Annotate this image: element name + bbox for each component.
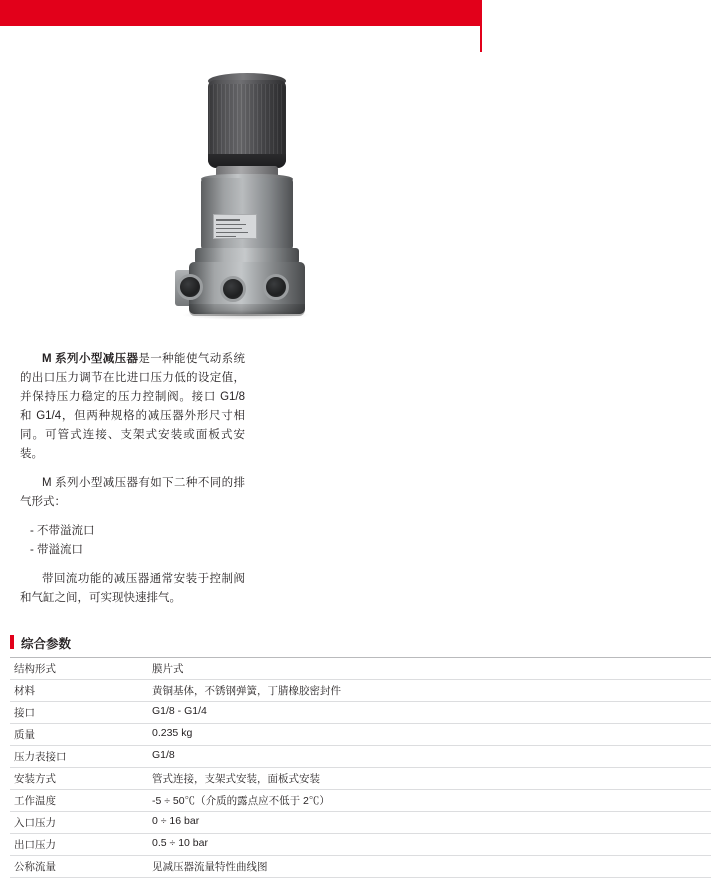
specification-table [10, 658, 711, 878]
table-row [10, 812, 711, 834]
spec-key: 公称流量 [10, 856, 148, 878]
description-block [20, 350, 245, 618]
spec-value: 黄铜基体，不锈钢弹簧，丁腈橡胶密封件 [148, 680, 711, 702]
table-row [10, 702, 711, 724]
spec-key: 压力表接口 [10, 746, 148, 768]
spec-key: 质量 [10, 724, 148, 746]
port-center [220, 276, 246, 302]
spec-key: 出口压力 [10, 834, 148, 856]
spec-key: 入口压力 [10, 812, 148, 834]
spec-value: 管式连接，支架式安装，面板式安装 [148, 768, 711, 790]
regulator-illustration [175, 62, 320, 322]
table-row [10, 834, 711, 856]
description-paragraph-3: 带回流功能的减压器通常安装于控制阀和气缸之间，可实现快速排气。 [20, 573, 245, 604]
spec-value: G1/8 - G1/4 [148, 702, 711, 724]
port-right [263, 274, 289, 300]
spec-value: 见减压器流量特性曲线图 [148, 856, 711, 878]
table-row [10, 768, 711, 790]
section-header [10, 634, 711, 656]
table-row [10, 746, 711, 768]
knob-ribs [209, 84, 285, 162]
spec-value: G1/8 [148, 746, 711, 768]
spec-key: 安装方式 [10, 768, 148, 790]
list-item: - 带溢流口 [30, 544, 84, 556]
description-lead: M 系列小型减压器 [42, 353, 139, 365]
table-row [10, 856, 711, 878]
spec-value: -5 ÷ 50℃（介质的露点应不低于 2℃） [148, 790, 711, 812]
description-paragraph-2: M 系列小型减压器有如下二种不同的排气形式： [20, 477, 245, 508]
section-title: 综合参数 [21, 637, 72, 651]
spec-value: 0.5 ÷ 10 bar [148, 834, 711, 856]
product-label-plate [213, 214, 257, 239]
spec-key: 工作温度 [10, 790, 148, 812]
spec-value: 0 ÷ 16 bar [148, 812, 711, 834]
table-row [10, 658, 711, 680]
top-red-banner [0, 0, 480, 26]
ground-shadow [181, 310, 311, 320]
spec-key: 接口 [10, 702, 148, 724]
spec-value: 0.235 kg [148, 724, 711, 746]
table-row [10, 790, 711, 812]
description-paragraph-1-rest: 是一种能使气动系统的出口压力调节在比进口压力低的设定值，并保持压力稳定的压力控制阀。接口 G1/8 和 G1/4，但两种规格的减压器外形尺寸相同。可管式连接、支架式安装或面板式安装。 [20, 353, 245, 460]
spec-key: 材料 [10, 680, 148, 702]
table-row [10, 680, 711, 702]
section-accent-bar [10, 635, 14, 649]
product-image [0, 52, 480, 327]
spec-key: 结构形式 [10, 658, 148, 680]
spec-value: 膜片式 [148, 658, 711, 680]
table-row [10, 724, 711, 746]
port-left [177, 274, 203, 300]
top-red-banner-tail [480, 0, 482, 52]
list-item: - 不带溢流口 [30, 525, 95, 537]
description-bullet-list [20, 522, 245, 560]
description-paragraph-1 [20, 350, 245, 464]
